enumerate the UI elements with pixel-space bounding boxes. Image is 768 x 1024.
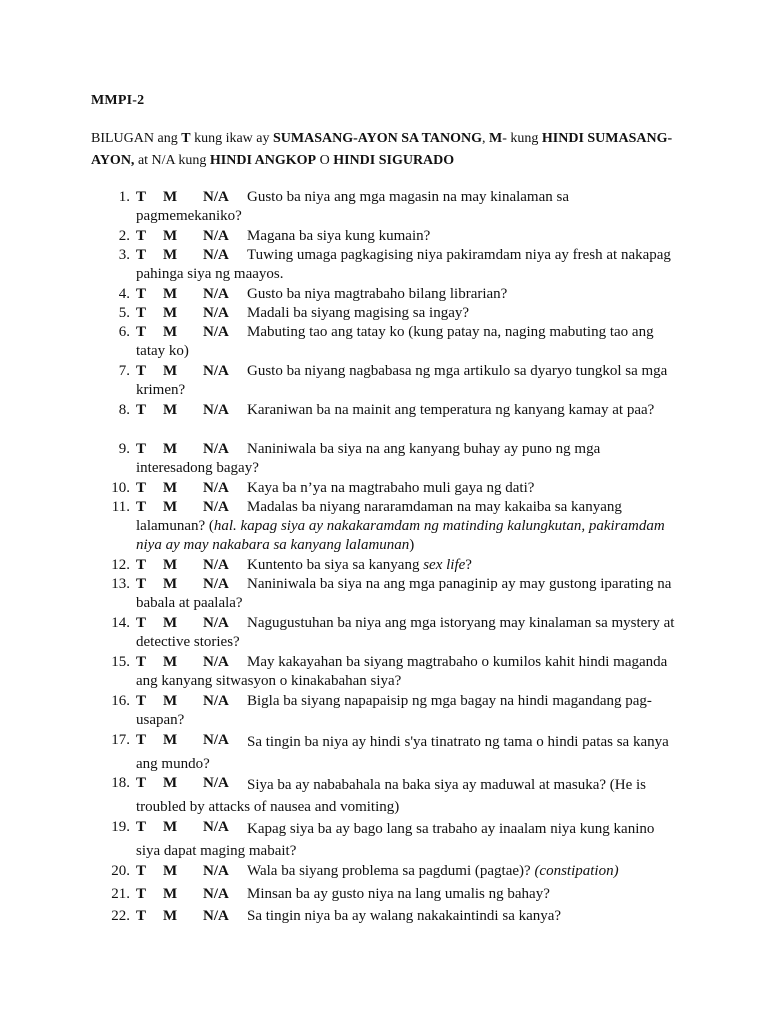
question-number: 3. — [118, 247, 130, 263]
question-text — [136, 498, 676, 555]
option-na[interactable]: N/A — [203, 576, 229, 592]
option-m[interactable]: M — [163, 480, 178, 496]
option-na[interactable]: N/A — [203, 775, 229, 791]
instr-part: O — [316, 153, 334, 168]
option-m[interactable]: M — [163, 615, 178, 631]
option-t[interactable]: T — [136, 775, 147, 791]
question-text-italic: (constipation) — [534, 863, 619, 879]
option-t[interactable]: T — [136, 732, 147, 748]
instr-part: , — [482, 131, 489, 146]
instr-part: at N/A kung — [134, 153, 210, 168]
question-text-part: Wala ba siyang problema sa pagdumi (pagtae)? — [247, 863, 535, 879]
question-number: 16. — [111, 693, 130, 709]
question-number: 13. — [111, 576, 130, 592]
question-number: 1. — [118, 189, 130, 205]
question-text: Karaniwan ba na mainit ang temperatura ng kanyang kamay at paa? — [247, 402, 655, 418]
option-m[interactable]: M — [163, 863, 178, 879]
option-m[interactable]: M — [163, 286, 178, 302]
option-m[interactable]: M — [163, 363, 178, 379]
option-na[interactable]: N/A — [203, 363, 229, 379]
option-t[interactable]: T — [136, 286, 147, 302]
question-text: Bigla ba siyang napapaisip ng mga bagay na hindi magandang pag-usapan? — [136, 693, 652, 728]
option-na[interactable]: N/A — [203, 886, 229, 902]
option-t[interactable]: T — [136, 363, 147, 379]
question-number: 9. — [118, 441, 130, 457]
question-text-part: ) — [409, 537, 415, 553]
question-text: Kapag siya ba ay bago lang sa trabaho ay inaalam niya kung kanino siya dapat maging mabait? — [136, 821, 655, 859]
option-t[interactable]: T — [136, 324, 147, 340]
option-t[interactable]: T — [136, 228, 147, 244]
question-text: Mabuting tao ang tatay ko (kung patay na, naging mabuting tao ang tatay ko) — [136, 324, 654, 359]
question-number: 2. — [118, 228, 130, 244]
instr-part: M — [489, 131, 503, 146]
option-m[interactable]: M — [163, 775, 178, 791]
instr-part: T — [181, 131, 191, 146]
question-text: Madali ba siyang magising sa ingay? — [247, 305, 470, 321]
option-t[interactable]: T — [136, 305, 147, 321]
question-number: 6. — [118, 324, 130, 340]
option-t[interactable]: T — [136, 615, 147, 631]
option-t[interactable]: T — [136, 693, 147, 709]
option-na[interactable]: N/A — [203, 908, 229, 924]
option-m[interactable]: M — [163, 886, 178, 902]
question-text: Tuwing umaga pagkagising niya pakiramdam niya ay fresh at nakapag pahinga siya ng maayos. — [136, 247, 671, 282]
question-text: Kaya ba n’ya na magtrabaho muli gaya ng dati? — [247, 480, 535, 496]
question-text: May kakayahan ba siyang magtrabaho o kumilos kahit hindi maganda ang kanyang sitwasyon o kinakabahan siya? — [136, 654, 668, 689]
option-t[interactable]: T — [136, 557, 147, 573]
question-text: Nagugustuhan ba niya ang mga istoryang may kinalaman sa mystery at detective stories? — [136, 615, 675, 650]
question-number: 22. — [111, 908, 130, 924]
instr-part: - kung — [502, 131, 542, 146]
question-number: 20. — [111, 863, 130, 879]
option-m[interactable]: M — [163, 908, 178, 924]
question-text-part: ? — [465, 557, 472, 573]
question-number: 21. — [111, 886, 130, 902]
option-m[interactable]: M — [163, 576, 178, 592]
option-t[interactable]: T — [136, 402, 147, 418]
instr-part: SUMASANG-AYON SA TANONG — [273, 131, 482, 146]
question-number: 4. — [118, 286, 130, 302]
option-t[interactable]: T — [136, 819, 147, 835]
instr-part: HINDI SUMASANG-AYON, — [91, 131, 673, 168]
option-na[interactable]: N/A — [203, 557, 229, 573]
question-text: Sa tingin niya ba ay walang nakakaintindi sa kanya? — [247, 908, 562, 924]
question-text-italic: sex life — [423, 557, 466, 573]
option-na[interactable]: N/A — [203, 499, 229, 515]
option-m[interactable]: M — [163, 732, 178, 748]
question-number: 19. — [111, 819, 130, 835]
option-m[interactable]: M — [163, 189, 178, 205]
question-text — [136, 862, 676, 881]
option-na[interactable]: N/A — [203, 286, 229, 302]
option-t[interactable]: T — [136, 654, 147, 670]
option-t[interactable]: T — [136, 886, 147, 902]
option-na[interactable]: N/A — [203, 654, 229, 670]
question-number: 14. — [111, 615, 130, 631]
question-text: Minsan ba ay gusto niya na lang umalis ng bahay? — [247, 886, 550, 902]
option-na[interactable]: N/A — [203, 228, 229, 244]
question-number: 15. — [111, 654, 130, 670]
document-title: MMPI-2 — [91, 93, 145, 108]
question-text: Gusto ba niya magtrabaho bilang librarian? — [247, 286, 508, 302]
question-number: 5. — [118, 305, 130, 321]
option-t[interactable]: T — [136, 499, 147, 515]
option-na[interactable]: N/A — [203, 305, 229, 321]
question-number: 8. — [118, 402, 130, 418]
option-na[interactable]: N/A — [203, 402, 229, 418]
option-t[interactable]: T — [136, 576, 147, 592]
option-na[interactable]: N/A — [203, 189, 229, 205]
question-number: 10. — [111, 480, 130, 496]
instr-part: kung ikaw ay — [190, 131, 273, 146]
instructions — [91, 128, 691, 172]
question-text: Gusto ba niyang nagbabasa ng mga artikulo sa dyaryo tungkol sa mga krimen? — [136, 363, 668, 398]
option-na[interactable]: N/A — [203, 615, 229, 631]
question-text-italic: hal. kapag siya ay nakakaramdam ng matinding kalungkutan, pakiramdam niya ay may nakabara sa kanyang lalamunan — [136, 518, 665, 553]
option-t[interactable]: T — [136, 247, 147, 263]
option-m[interactable]: M — [163, 693, 178, 709]
option-t[interactable]: T — [136, 863, 147, 879]
question-text-part: Kuntento ba siya sa kanyang — [247, 557, 424, 573]
question-text: Naniniwala ba siya na ang mga panaginip ay may gustong iparating na babala at paalala? — [136, 576, 672, 611]
question-text: Siya ba ay nababahala na baka siya ay maduwal at masuka? (He is troubled by attacks of nausea and vomiting) — [136, 777, 647, 815]
option-m[interactable]: M — [163, 819, 178, 835]
option-na[interactable]: N/A — [203, 480, 229, 496]
option-t[interactable]: T — [136, 189, 147, 205]
question-text-part: Madalas ba niyang nararamdaman na may kakaiba sa kanyang lalamunan? ( — [136, 499, 622, 534]
question-number: 11. — [111, 499, 130, 515]
option-na[interactable]: N/A — [203, 324, 229, 340]
option-na[interactable]: N/A — [203, 863, 229, 879]
option-t[interactable]: T — [136, 480, 147, 496]
option-na[interactable]: N/A — [203, 693, 229, 709]
option-m[interactable]: M — [163, 305, 178, 321]
question-text: Magana ba siya kung kumain? — [247, 228, 431, 244]
option-t[interactable]: T — [136, 908, 147, 924]
instr-part: HINDI SIGURADO — [333, 153, 455, 168]
option-m[interactable]: M — [163, 557, 178, 573]
question-number: 12. — [111, 557, 130, 573]
option-na[interactable]: N/A — [203, 247, 229, 263]
question-text: Sa tingin ba niya ay hindi s'ya tinatrato ng tama o hindi patas sa kanya ang mundo? — [136, 734, 669, 772]
question-text — [136, 556, 676, 575]
option-t[interactable]: T — [136, 441, 147, 457]
option-na[interactable]: N/A — [203, 819, 229, 835]
question-number: 7. — [118, 363, 130, 379]
option-m[interactable]: M — [163, 247, 178, 263]
option-m[interactable]: M — [163, 499, 178, 515]
instr-part: BILUGAN ang — [91, 131, 182, 146]
question-number: 18. — [111, 775, 130, 791]
option-m[interactable]: M — [163, 441, 178, 457]
option-m[interactable]: M — [163, 228, 178, 244]
option-m[interactable]: M — [163, 402, 178, 418]
option-na[interactable]: N/A — [203, 441, 229, 457]
option-m[interactable]: M — [163, 654, 178, 670]
instr-part: HINDI ANGKOP — [209, 153, 317, 168]
question-text: Gusto ba niya ang mga magasin na may kinalaman sa pagmemekaniko? — [136, 189, 569, 224]
option-m[interactable]: M — [163, 324, 178, 340]
option-na[interactable]: N/A — [203, 732, 229, 748]
question-text: Naniniwala ba siya na ang kanyang buhay ay puno ng mga interesadong bagay? — [136, 441, 601, 476]
question-number: 17. — [111, 732, 130, 748]
